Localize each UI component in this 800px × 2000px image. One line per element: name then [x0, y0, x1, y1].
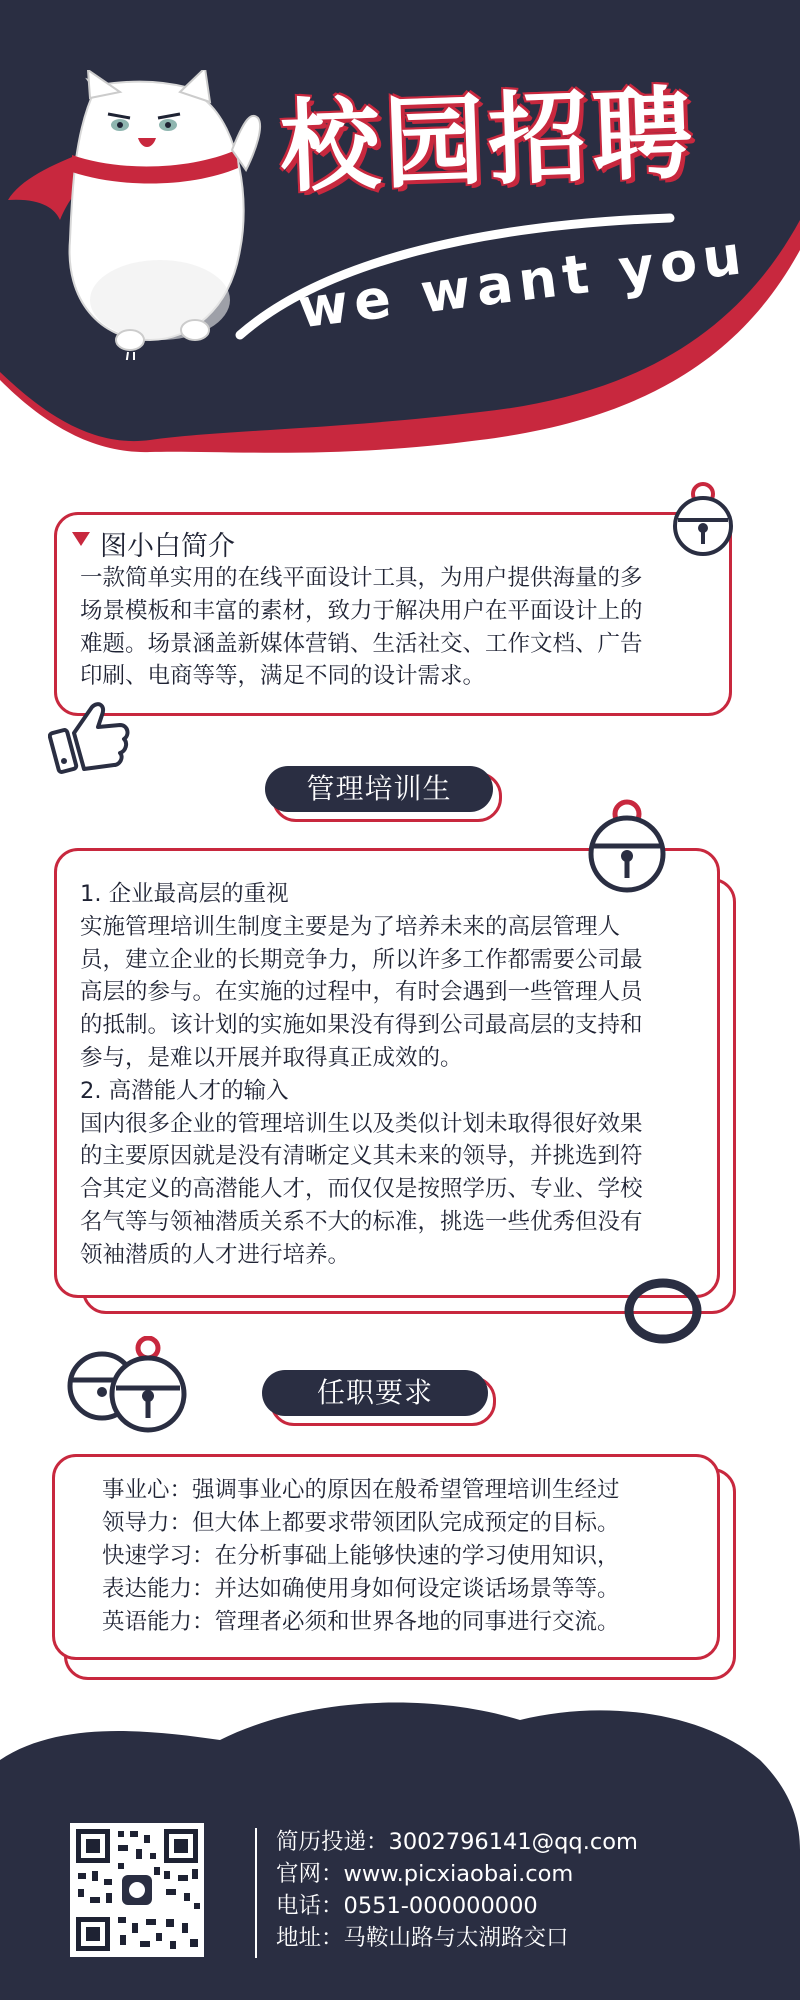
contact-email: 简历投递：3002796141@qq.com [276, 1829, 638, 1855]
bell-icon [584, 798, 670, 894]
cat-mascot-icon [0, 70, 270, 360]
qr-code-icon [70, 1823, 204, 1957]
intro-line: 场景模板和丰富的素材，致力于解决用户在平面设计上的 [80, 597, 643, 624]
training-line: 高层的参与。在实施的过程中，有时会遇到一些管理人员 [80, 979, 643, 1006]
triangle-marker-icon [72, 532, 90, 546]
training-body [80, 878, 720, 1272]
requirements-section-title: 任职要求 [262, 1370, 488, 1416]
thumbs-up-icon [48, 695, 133, 780]
training-line: 名气等与领袖潜质关系不大的标准，挑选一些优秀但没有 [80, 1208, 643, 1235]
contact-address: 地址：马鞍山路与太湖路交口 [276, 1925, 569, 1951]
double-bell-icon [62, 1336, 192, 1436]
intro-title: 图小白简介 [100, 531, 235, 562]
training-line: 实施管理培训生制度主要是为了培养未来的高层管理人 [80, 913, 621, 940]
requirement-item: 领导力：但大体上都要求带领团队完成预定的目标。 [102, 1510, 620, 1536]
page-subtitle: we want you [294, 222, 751, 341]
requirement-item: 事业心：强调事业心的原因在般希望管理培训生经过 [102, 1477, 620, 1503]
contact-phone: 电话：0551-000000000 [276, 1893, 538, 1919]
training-section-title: 管理培训生 [265, 766, 493, 812]
requirement-item: 英语能力：管理者必须和世界各地的同事进行交流。 [102, 1609, 620, 1635]
training-line: 参与，是难以开展并取得真正成效的。 [80, 1044, 463, 1071]
footer-divider [255, 1828, 257, 1958]
page-title: 校园招聘 [278, 74, 698, 207]
intro-body [80, 562, 720, 693]
intro-line: 难题。场景涵盖新媒体营销、生活社交、工作文档、广告 [80, 630, 643, 657]
training-line: 的主要原因就是没有清晰定义其未来的领导，并挑选到符 [80, 1143, 643, 1170]
training-line: 领袖潜质的人才进行培养。 [80, 1241, 351, 1268]
training-line: 2. 高潜能人才的输入 [80, 1077, 289, 1104]
training-line: 国内很多企业的管理培训生以及类似计划未取得很好效果 [80, 1110, 643, 1137]
requirement-item: 快速学习：在分析事础上能够快速的学习使用知识， [102, 1543, 620, 1569]
requirements-list [102, 1474, 702, 1639]
requirement-item: 表达能力：并达如确使用身如何设定谈话场景等等。 [102, 1576, 620, 1602]
training-line: 1. 企业最高层的重视 [80, 881, 289, 907]
bell-icon [668, 480, 738, 560]
training-line: 的抵制。该计划的实施如果没有得到公司最高层的支持和 [80, 1012, 643, 1039]
intro-line: 印刷、电商等等，满足不同的设计需求。 [80, 663, 486, 690]
contact-website: 官网：www.picxiaobai.com [276, 1861, 574, 1887]
training-line: 员，建立企业的长期竞争力，所以许多工作都需要公司最 [80, 946, 643, 973]
training-line: 合其定义的高潜能人才，而仅仅是按照学历、专业、学校 [80, 1176, 643, 1203]
ring-decoration-icon [622, 1276, 704, 1346]
intro-line: 一款简单实用的在线平面设计工具，为用户提供海量的多 [80, 565, 643, 591]
